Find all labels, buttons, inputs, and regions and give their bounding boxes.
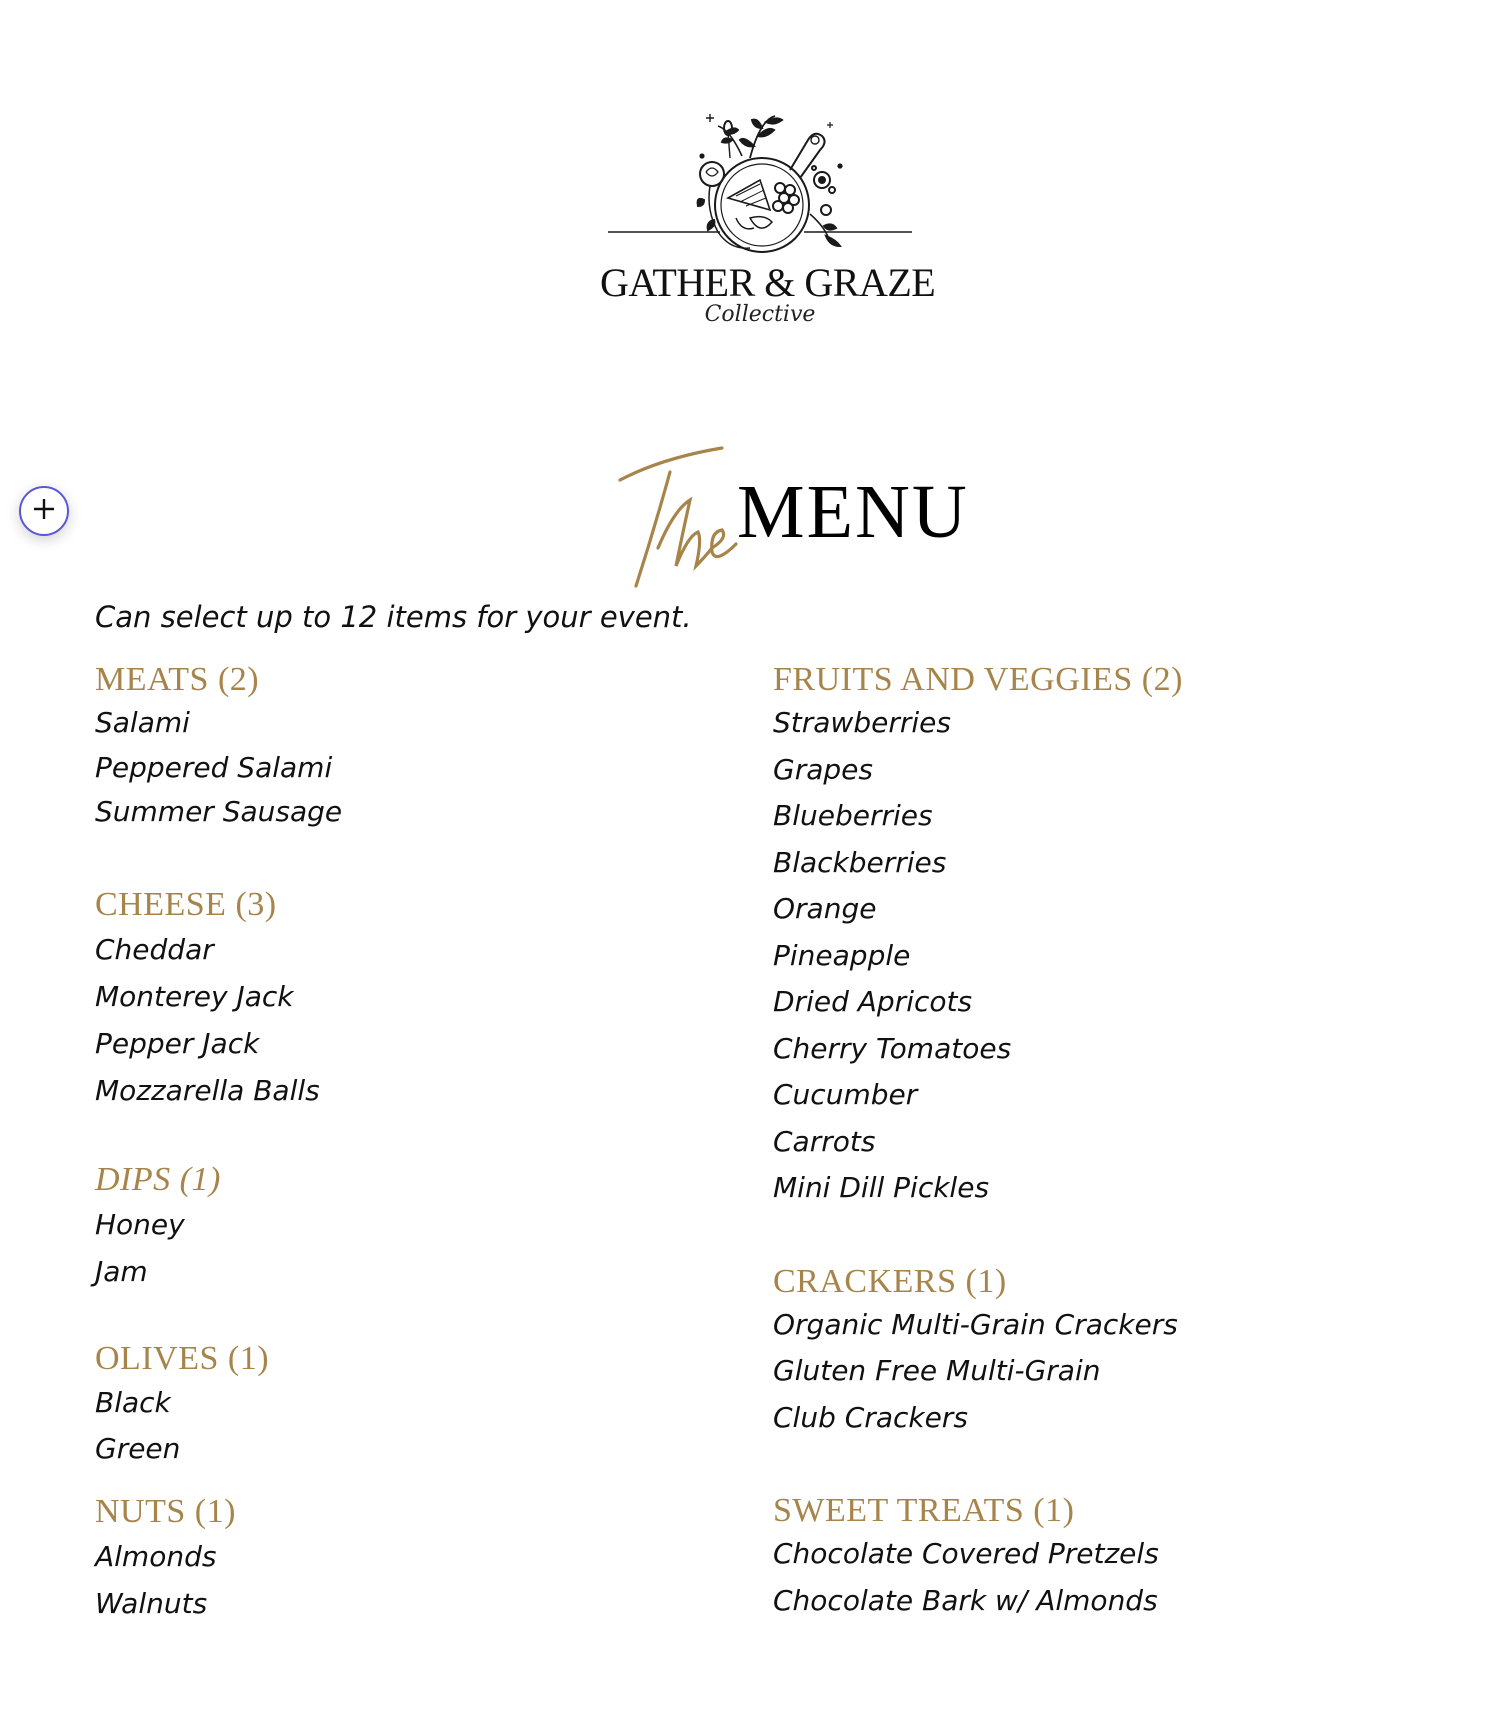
menu-item: Green bbox=[95, 1431, 181, 1465]
section-olives bbox=[95, 1339, 735, 1472]
menu-item: Jam bbox=[95, 1254, 148, 1288]
menu-item: Blackberries bbox=[773, 845, 947, 879]
menu-item: Cheddar bbox=[95, 932, 214, 966]
the-script-word bbox=[612, 440, 752, 590]
page-title bbox=[612, 440, 972, 590]
menu-item: Salami bbox=[95, 706, 190, 739]
menu-item: Mini Dill Pickles bbox=[773, 1171, 990, 1204]
menu-right-column bbox=[773, 660, 1473, 1624]
plus-icon bbox=[31, 496, 57, 527]
menu-item: Club Crackers bbox=[773, 1400, 968, 1434]
section-title: NUTS (1) bbox=[95, 1492, 236, 1530]
brand-name: GATHER & GRAZE bbox=[600, 260, 936, 305]
section-cheese bbox=[95, 885, 735, 1114]
menu-item: Strawberries bbox=[773, 706, 951, 739]
section-title: MEATS (2) bbox=[95, 661, 260, 698]
charcuterie-board-illustration bbox=[600, 110, 920, 260]
menu-item: Almonds bbox=[95, 1539, 217, 1573]
menu-item: Cherry Tomatoes bbox=[773, 1031, 1012, 1065]
section-fruits-and-veggies bbox=[773, 660, 1473, 1212]
section-title: CHEESE (3) bbox=[95, 885, 277, 923]
menu-item: Pineapple bbox=[773, 938, 911, 972]
menu-item: Summer Sausage bbox=[95, 795, 343, 828]
menu-item: Walnuts bbox=[95, 1586, 208, 1620]
intro-text: Can select up to 12 items for your event. bbox=[95, 600, 692, 634]
menu-item: Carrots bbox=[773, 1124, 876, 1158]
menu-item: Gluten Free Multi-Grain bbox=[773, 1354, 1101, 1387]
section-nuts bbox=[95, 1492, 735, 1627]
section-title: OLIVES (1) bbox=[95, 1339, 270, 1377]
brand-logo bbox=[600, 110, 936, 340]
menu-item: Monterey Jack bbox=[95, 979, 294, 1013]
menu-left-column bbox=[95, 660, 735, 1627]
menu-item: Blueberries bbox=[773, 799, 933, 832]
menu-item: Mozzarella Balls bbox=[95, 1073, 320, 1107]
menu-item: Black bbox=[95, 1385, 171, 1419]
section-sweet-treats bbox=[773, 1491, 1473, 1624]
menu-item: Honey bbox=[95, 1207, 185, 1241]
menu-word: MENU bbox=[737, 470, 969, 554]
menu-item: Orange bbox=[773, 892, 877, 925]
menu-item: Grapes bbox=[773, 752, 873, 786]
menu-item: Chocolate Bark w/ Almonds bbox=[773, 1583, 1158, 1617]
add-section-button[interactable] bbox=[19, 486, 69, 536]
menu-item: Organic Multi-Grain Crackers bbox=[773, 1307, 1178, 1341]
section-title: DIPS (1) bbox=[95, 1160, 221, 1198]
section-crackers bbox=[773, 1262, 1473, 1442]
menu-item: Cucumber bbox=[773, 1078, 918, 1111]
section-dips bbox=[95, 1160, 735, 1295]
menu-item: Peppered Salami bbox=[95, 750, 333, 784]
section-title: FRUITS AND VEGGIES (2) bbox=[773, 661, 1183, 698]
menu-item: Chocolate Covered Pretzels bbox=[773, 1537, 1159, 1570]
section-title: SWEET TREATS (1) bbox=[773, 1492, 1075, 1529]
menu-item: Dried Apricots bbox=[773, 985, 973, 1018]
menu-item: Pepper Jack bbox=[95, 1026, 260, 1060]
brand-subtitle: Collective bbox=[704, 302, 816, 327]
section-title: CRACKERS (1) bbox=[773, 1262, 1007, 1300]
section-meats bbox=[95, 660, 735, 835]
